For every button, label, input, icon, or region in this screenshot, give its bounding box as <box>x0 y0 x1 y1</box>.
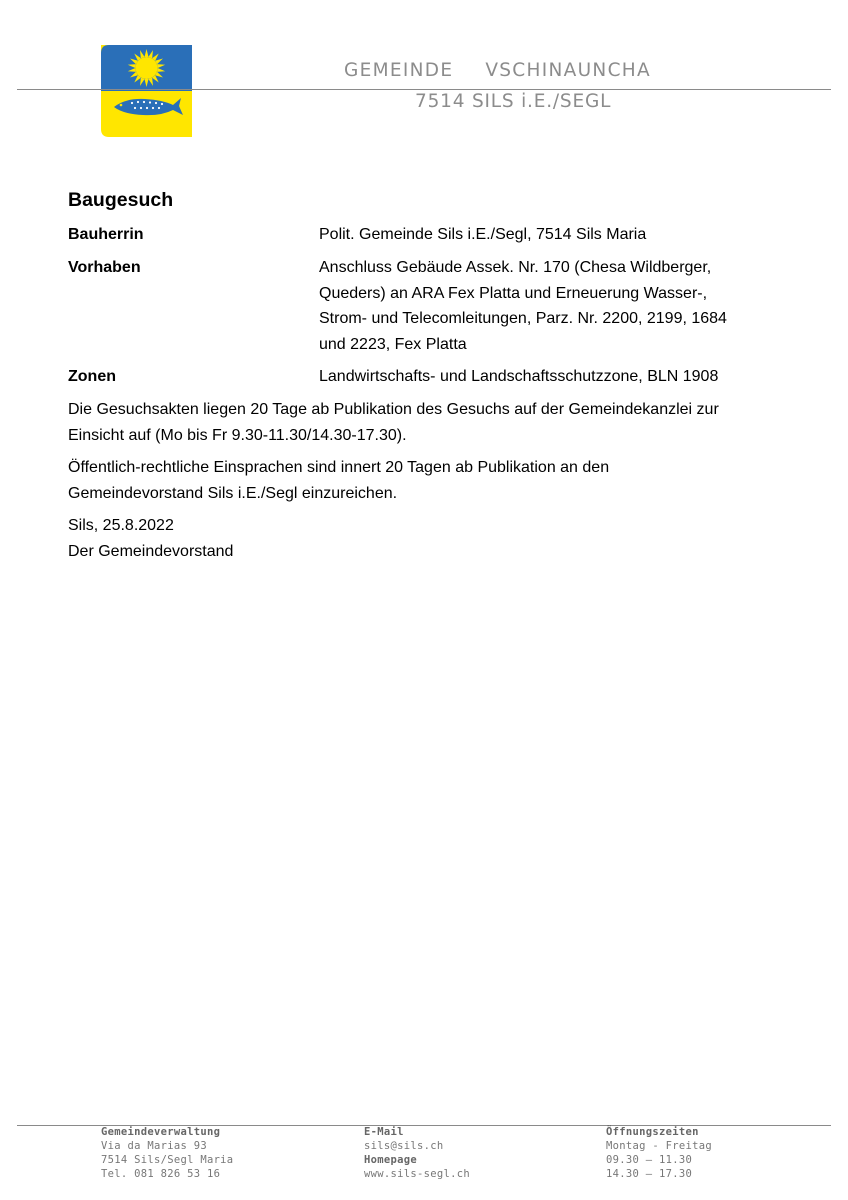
footer-line: Tel. 081 826 53 16 <box>101 1168 221 1180</box>
field-label-zonen: Zonen <box>68 368 116 385</box>
paragraph-line: Einsicht auf (Mo bis Fr 9.30-11.30/14.30-17.30). <box>68 426 407 444</box>
footer-heading: Homepage <box>364 1154 417 1166</box>
municipality-crest-logo <box>101 45 192 137</box>
field-value-vorhaben <box>319 255 727 357</box>
paragraph-einsprachen <box>68 455 609 506</box>
footer-homepage-link[interactable]: www.sils-segl.ch <box>364 1168 470 1180</box>
header-gemeinde-word: GEMEINDE <box>344 60 454 81</box>
header-municipality-title: VSCHINAUNCHA <box>485 60 651 81</box>
footer-opening-hours <box>606 1125 712 1181</box>
footer-contact <box>364 1125 470 1181</box>
footer-line: 09.30 – 11.30 <box>606 1154 693 1166</box>
document-title: Baugesuch <box>68 189 174 211</box>
field-label-vorhaben: Vorhaben <box>68 259 141 276</box>
signature: Der Gemeindevorstand <box>68 542 234 560</box>
footer-line: Montag - Freitag <box>606 1140 712 1152</box>
field-value-line: Anschluss Gebäude Assek. Nr. 170 (Chesa Wildberger, <box>319 259 712 276</box>
field-value-bauherrin <box>319 222 646 248</box>
field-value-line: Queders) an ARA Fex Platta und Erneuerung Wasser-, <box>319 284 708 302</box>
field-value-line: Polit. Gemeinde Sils i.E./Segl, 7514 Sils Maria <box>319 226 647 243</box>
field-value-zonen <box>319 364 718 390</box>
paragraph-line: Die Gesuchsakten liegen 20 Tage ab Publikation des Gesuchs auf der Gemeindekanzlei zur <box>68 401 719 418</box>
paragraph-line: Öffentlich-rechtliche Einsprachen sind innert 20 Tagen ab Publikation an den <box>68 459 610 476</box>
footer-heading: Öffnungszeiten <box>606 1126 699 1138</box>
field-value-line: und 2223, Fex Platta <box>319 335 467 353</box>
field-value-line: Strom- und Telecomleitungen, Parz. Nr. 2200, 2199, 1684 <box>319 310 727 327</box>
header-divider <box>17 89 831 90</box>
field-label-bauherrin: Bauherrin <box>68 226 144 243</box>
header-municipality-name <box>344 60 651 81</box>
place-date: Sils, 25.8.2022 <box>68 517 174 534</box>
footer-line: 7514 Sils/Segl Maria <box>101 1154 234 1166</box>
footer-line: 14.30 – 17.30 <box>606 1168 693 1180</box>
closing-block <box>68 513 233 564</box>
paragraph-line: Gemeindevorstand Sils i.E./Segl einzureichen. <box>68 484 398 502</box>
footer-administration <box>101 1125 233 1181</box>
footer-heading: E-Mail <box>364 1126 404 1138</box>
paragraph-gesuchsakten <box>68 397 719 448</box>
header-address: 7514 SILS i.E./SEGL <box>415 91 612 112</box>
footer-line: Via da Marias 93 <box>101 1140 207 1152</box>
field-value-line: Landwirtschafts- und Landschaftsschutzzone, BLN 1908 <box>319 368 719 385</box>
footer-email-link[interactable]: sils@sils.ch <box>364 1140 444 1152</box>
footer-heading: Gemeindeverwaltung <box>101 1126 221 1138</box>
